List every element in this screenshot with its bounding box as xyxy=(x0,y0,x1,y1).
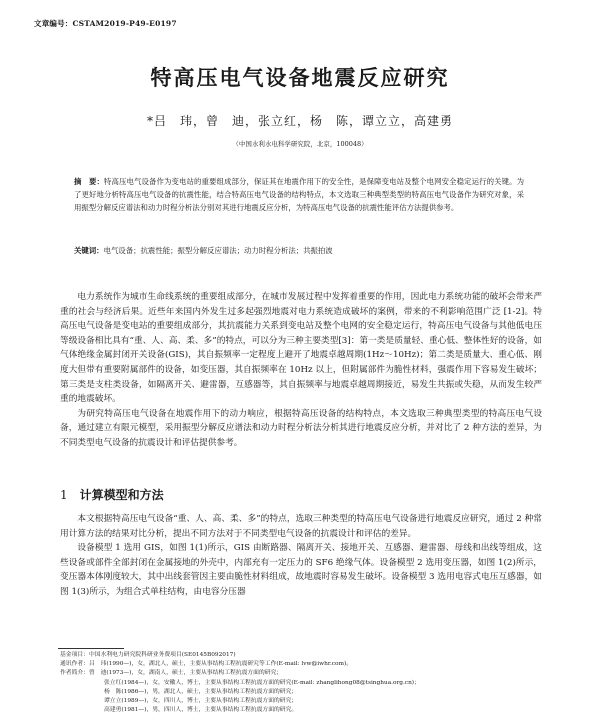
affiliation: （中国水利水电科学研究院，北京，100048） xyxy=(232,140,368,148)
paper-title: 特高压电气设备地震反应研究 xyxy=(150,65,450,90)
section1-paragraph: 本文根据特高压电气设备“重、人、高、柔、多”的特点，选取三种类型的特高压电气设备进行地震反应研究，通过 2 种常用计算方法的结果对比分析，提出不同方法对于不同类型电气设备的抗震设计和评估的差异。 xyxy=(60,514,542,539)
footnote-line: 谭立立(1989—)，女，四川人，博士，主要从事结构工程抗震方面的研究； xyxy=(104,698,298,705)
footnote-line: 张立红(1984—)，女，安徽人，博士，主要从事结构工程抗震方面的研究(E-mail: zhanglihong08@tsinghua.org.cn)； xyxy=(104,679,420,686)
keywords xyxy=(74,244,524,257)
abstract xyxy=(74,175,524,214)
keywords-label: 关键词： xyxy=(74,246,104,255)
footnote-line: 作者简介：曾 迪(1973—)，女，湖南人，硕士，主要从事结构工程抗震方面的研究； xyxy=(60,670,283,677)
footnote-line: 基金项目：中国水利电力研究院科研业务费项目(SE0145B092017) xyxy=(60,652,236,658)
keywords-text: 电气设备；抗震性能；振型分解反应谱法；动力时程分析法；共振拍波 xyxy=(103,246,333,255)
intro-paragraph: 为研究特高压电气设备在地震作用下的动力响应，根据特高压设备的结构特点，本文选取三种典型类型的特高压电气设备，通过建立有限元模型，采用振型分解反应谱法和动力时程分析法分析其进行地震反应分析，并对比了 2 种方法的差异，为不同类型电气设备的抗震设计和评估提供参考。 xyxy=(60,408,542,448)
section1-paragraph: 设备模型 1 选用 GIS，如图 1(1)所示，GIS 由断路器、隔离开关、接地开关、互感器、避雷器、母线和出线等组成，这些设备或部件全部封闭在金属接地的外壳中，内部充有一定压力的 SF6 绝缘气体。设备模型 2 选用变压器，如图 1(2)所示，变压器本体刚度较大，其中出线套管因主要由脆性材料组成，故地震时容易发生破坏。设备模型 3 选用电容式电压互感器，如图 1(3)所示，为组合式单柱结构，由电容分压器 xyxy=(60,543,542,597)
section-number: 1 xyxy=(60,488,68,502)
article-id: 文章编号：CSTAM2019-P49-E0197 xyxy=(34,19,177,28)
author-list: *吕 玮，曾 迪，张立红，杨 陈，谭立立，高建勇 xyxy=(146,114,453,128)
section-heading xyxy=(60,486,164,503)
section-title: 计算模型和方法 xyxy=(79,488,164,502)
section1-body xyxy=(60,512,542,600)
footnotes xyxy=(60,651,540,715)
intro-body xyxy=(60,290,542,451)
footnote-line: 杨 陈(1986—)，男，湖北人，硕士，主要从事结构工程抗震方面的研究； xyxy=(104,688,298,695)
abstract-text: 特高压电气设备作为变电站的重要组成部分，保证其在地震作用下的安全性，是保障变电站及整个电网安全稳定运行的关键。为了更好地分析特高压电气设备的抗震性能，结合特高压电气设备的结构特点，本文选取三种典型类型的特高压电气设备作为研究对象，采用振型分解反应谱法和动力时程分析法分别对其进行地震反应分析，为特高压电气设备的抗震性能评估方法提供参考。 xyxy=(74,177,524,212)
abstract-label: 摘 要： xyxy=(74,177,105,186)
footnote-line: 通讯作者：吕 玮(1990—)，女，湖北人，硕士，主要从事结构工程抗震研究等工作(E-mail: lvw@iwhr.com)。 xyxy=(60,661,353,668)
footnote-line: 高建勇(1981—)，男，四川人，博士，主要从事结构工程抗震方面的研究。 xyxy=(104,707,298,714)
footnote-divider xyxy=(58,648,124,649)
intro-paragraph: 电力系统作为城市生命线系统的重要组成部分，在城市发展过程中发挥着重要的作用，因此电力系统功能的破坏会带来严重的社会与经济后果。近些年来国内外发生过多起强烈地震对电力系统造成破坏的案例，带来的不利影响范围广泛 [1-2]。特高压电气设备是变电站的重要组成部分，其抗震能力关系到变电站及整个电网的安全稳定运行，特高压电气设备与其他低电压等级设备相比具有“重、人、高、柔、多”的特点，可以分为三种主要类型[3]：第一类是质量轻、重心低、整体性好的设备，如气体绝缘金属封闭开关设备(GIS)，其自振频率一定程度上避开了地震卓越周期(1Hz～10Hz)；第二类是质量大、重心低、刚度大但带有重要附属部件的设备，如变压器，其自振频率在 10Hz 以上，但附属部件为脆性材料，强震作用下容易发生破坏；第三类是支柱类设备，如隔离开关、避雷器，互感器等，其自振频率与地震卓越周期接近，易发生共振或失稳，从而发生较严重的地震破坏。 xyxy=(60,292,542,405)
